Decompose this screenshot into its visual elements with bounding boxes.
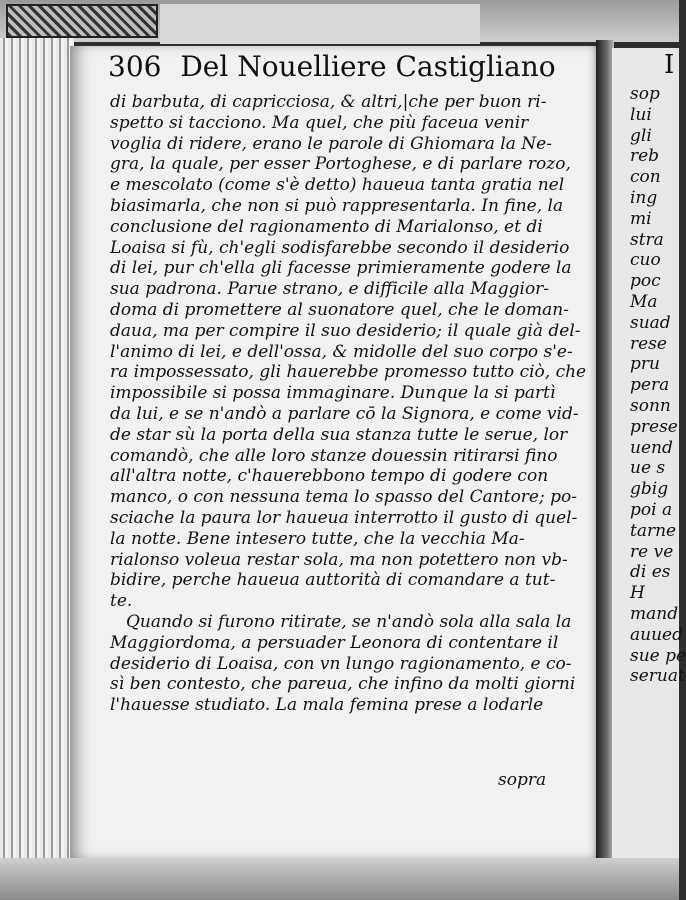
text-line: desiderio di Loaisa, con vn lungo ragionamento, e co-: [110, 653, 572, 674]
facing-text-line: di es: [630, 562, 671, 583]
facing-text-line: pera: [630, 375, 670, 396]
catchword: sopra: [498, 770, 547, 790]
text-line: gra, la quale, per esser Portoghese, e di parlare rozo,: [110, 154, 571, 175]
bottom-strip: [0, 858, 679, 900]
facing-text-line: Ma: [630, 291, 658, 312]
text-line: Quando si furono ritirate, se n'andò sola alla sala la: [126, 611, 572, 632]
text-line: manco, o con nessuna tema lo spasso del Cantore; po-: [110, 487, 577, 508]
running-head: [108, 50, 578, 90]
running-head-title: Del Nouelliere Castigliano: [180, 50, 556, 83]
text-line: e mescolato (come s'è detto) haueua tanta gratia nel: [110, 175, 565, 196]
text-line: Loaisa si fù, ch'egli sodisfarebbe secondo il desiderio: [110, 237, 570, 258]
text-line: la notte. Bene intesero tutte, che la vecchia Ma-: [110, 528, 525, 549]
facing-text-line: ue s: [630, 458, 666, 479]
text-line: sciache la paura lor haueua interrotto il gusto di quel-: [110, 507, 578, 528]
text-line: impossibile si possa immaginare. Dunque la si partì: [110, 383, 556, 404]
text-line: all'altra notte, c'hauerebbono tempo di godere con: [110, 466, 549, 487]
text-line: doma di promettere al suonatore quel, che le doman-: [110, 299, 569, 320]
body-text: [110, 92, 587, 716]
text-line: di barbuta, di capricciosa, & altri,|che per buon ri-: [110, 92, 547, 112]
facing-text-line: uend: [630, 437, 673, 458]
facing-text-line: pru: [630, 354, 660, 375]
text-line: sì ben contesto, che pareua, che infino da molti giorni: [110, 674, 576, 695]
text-line: sua padrona. Parue strano, e difficile alla Maggior-: [110, 279, 550, 300]
facing-text-line: re ve: [630, 541, 674, 562]
facing-text-line: poi a: [630, 499, 673, 520]
text-line: l'animo di lei, e dell'ossa, & midolle del suo corpo s'e-: [110, 341, 573, 362]
facing-text-line: gli: [630, 125, 652, 146]
facing-page: [612, 48, 686, 860]
text-line: ra impossessato, gli hauerebbe promesso tutto ciò, che: [110, 362, 587, 383]
facing-text-line: H: [630, 583, 645, 604]
text-line: bidire, perche haueua auttorità di comandare a tut-: [110, 570, 556, 591]
facing-text-line: rese: [630, 333, 667, 354]
text-line: daua, ma per compire il suo desiderio; il quale già del-: [110, 320, 581, 341]
text-line: te.: [110, 591, 133, 612]
facing-text-line: sue pe: [630, 645, 686, 666]
text-line: voglia di ridere, erano le parole di Ghiomara la Ne-: [110, 133, 552, 154]
text-line: rialonso voleua restar sola, ma non potettero non vb-: [110, 549, 568, 570]
text-line: conclusione del ragionamento di Marialonso, et di: [110, 216, 543, 237]
facing-text-line: lui: [630, 104, 652, 125]
facing-text-line: sonn: [630, 395, 671, 416]
facing-running-head: I: [664, 50, 675, 80]
facing-text-line: sop: [630, 84, 660, 104]
text-line: biasimarla, che non si può rappresentarla. In fine, la: [110, 195, 564, 216]
facing-text-line: prese: [630, 416, 678, 437]
facing-text-line: ing: [630, 187, 658, 208]
facing-text-line: reb: [630, 146, 660, 167]
facing-text-line: con: [630, 167, 661, 188]
facing-text-line: seruat: [630, 666, 685, 687]
ornament-border: [6, 4, 158, 38]
page-edges: [0, 38, 74, 860]
top-paper: [160, 4, 480, 44]
facing-text-line: poc: [630, 271, 661, 292]
text-line: di lei, pur ch'ella gli facesse primieramente godere la: [110, 258, 572, 279]
text-line: spetto si tacciono. Ma quel, che più faceua venir: [110, 112, 529, 133]
facing-text-line: gbig: [630, 479, 669, 500]
facing-text-line: suad: [630, 312, 671, 333]
facing-text-line: tarne: [630, 520, 677, 541]
text-line: Maggiordoma, a persuader Leonora di contentare il: [110, 632, 559, 653]
facing-text-line: mi: [630, 208, 652, 229]
facing-text-line: mand: [630, 603, 679, 624]
facing-text-line: auued: [630, 624, 683, 645]
page-number: 306: [108, 50, 162, 83]
facing-text-line: stra: [630, 229, 664, 250]
text-line: l'hauesse studiato. La mala femina prese a lodarle: [110, 695, 544, 716]
text-line: comandò, che alle loro stanze douessin ritirarsi fino: [110, 445, 558, 466]
text-line: de star sù la porta della sua stanza tutte le serue, lor: [110, 424, 568, 445]
facing-text-line: cuo: [630, 250, 661, 271]
text-line: da lui, e se n'andò a parlare cō la Signora, e come vid-: [110, 403, 579, 424]
